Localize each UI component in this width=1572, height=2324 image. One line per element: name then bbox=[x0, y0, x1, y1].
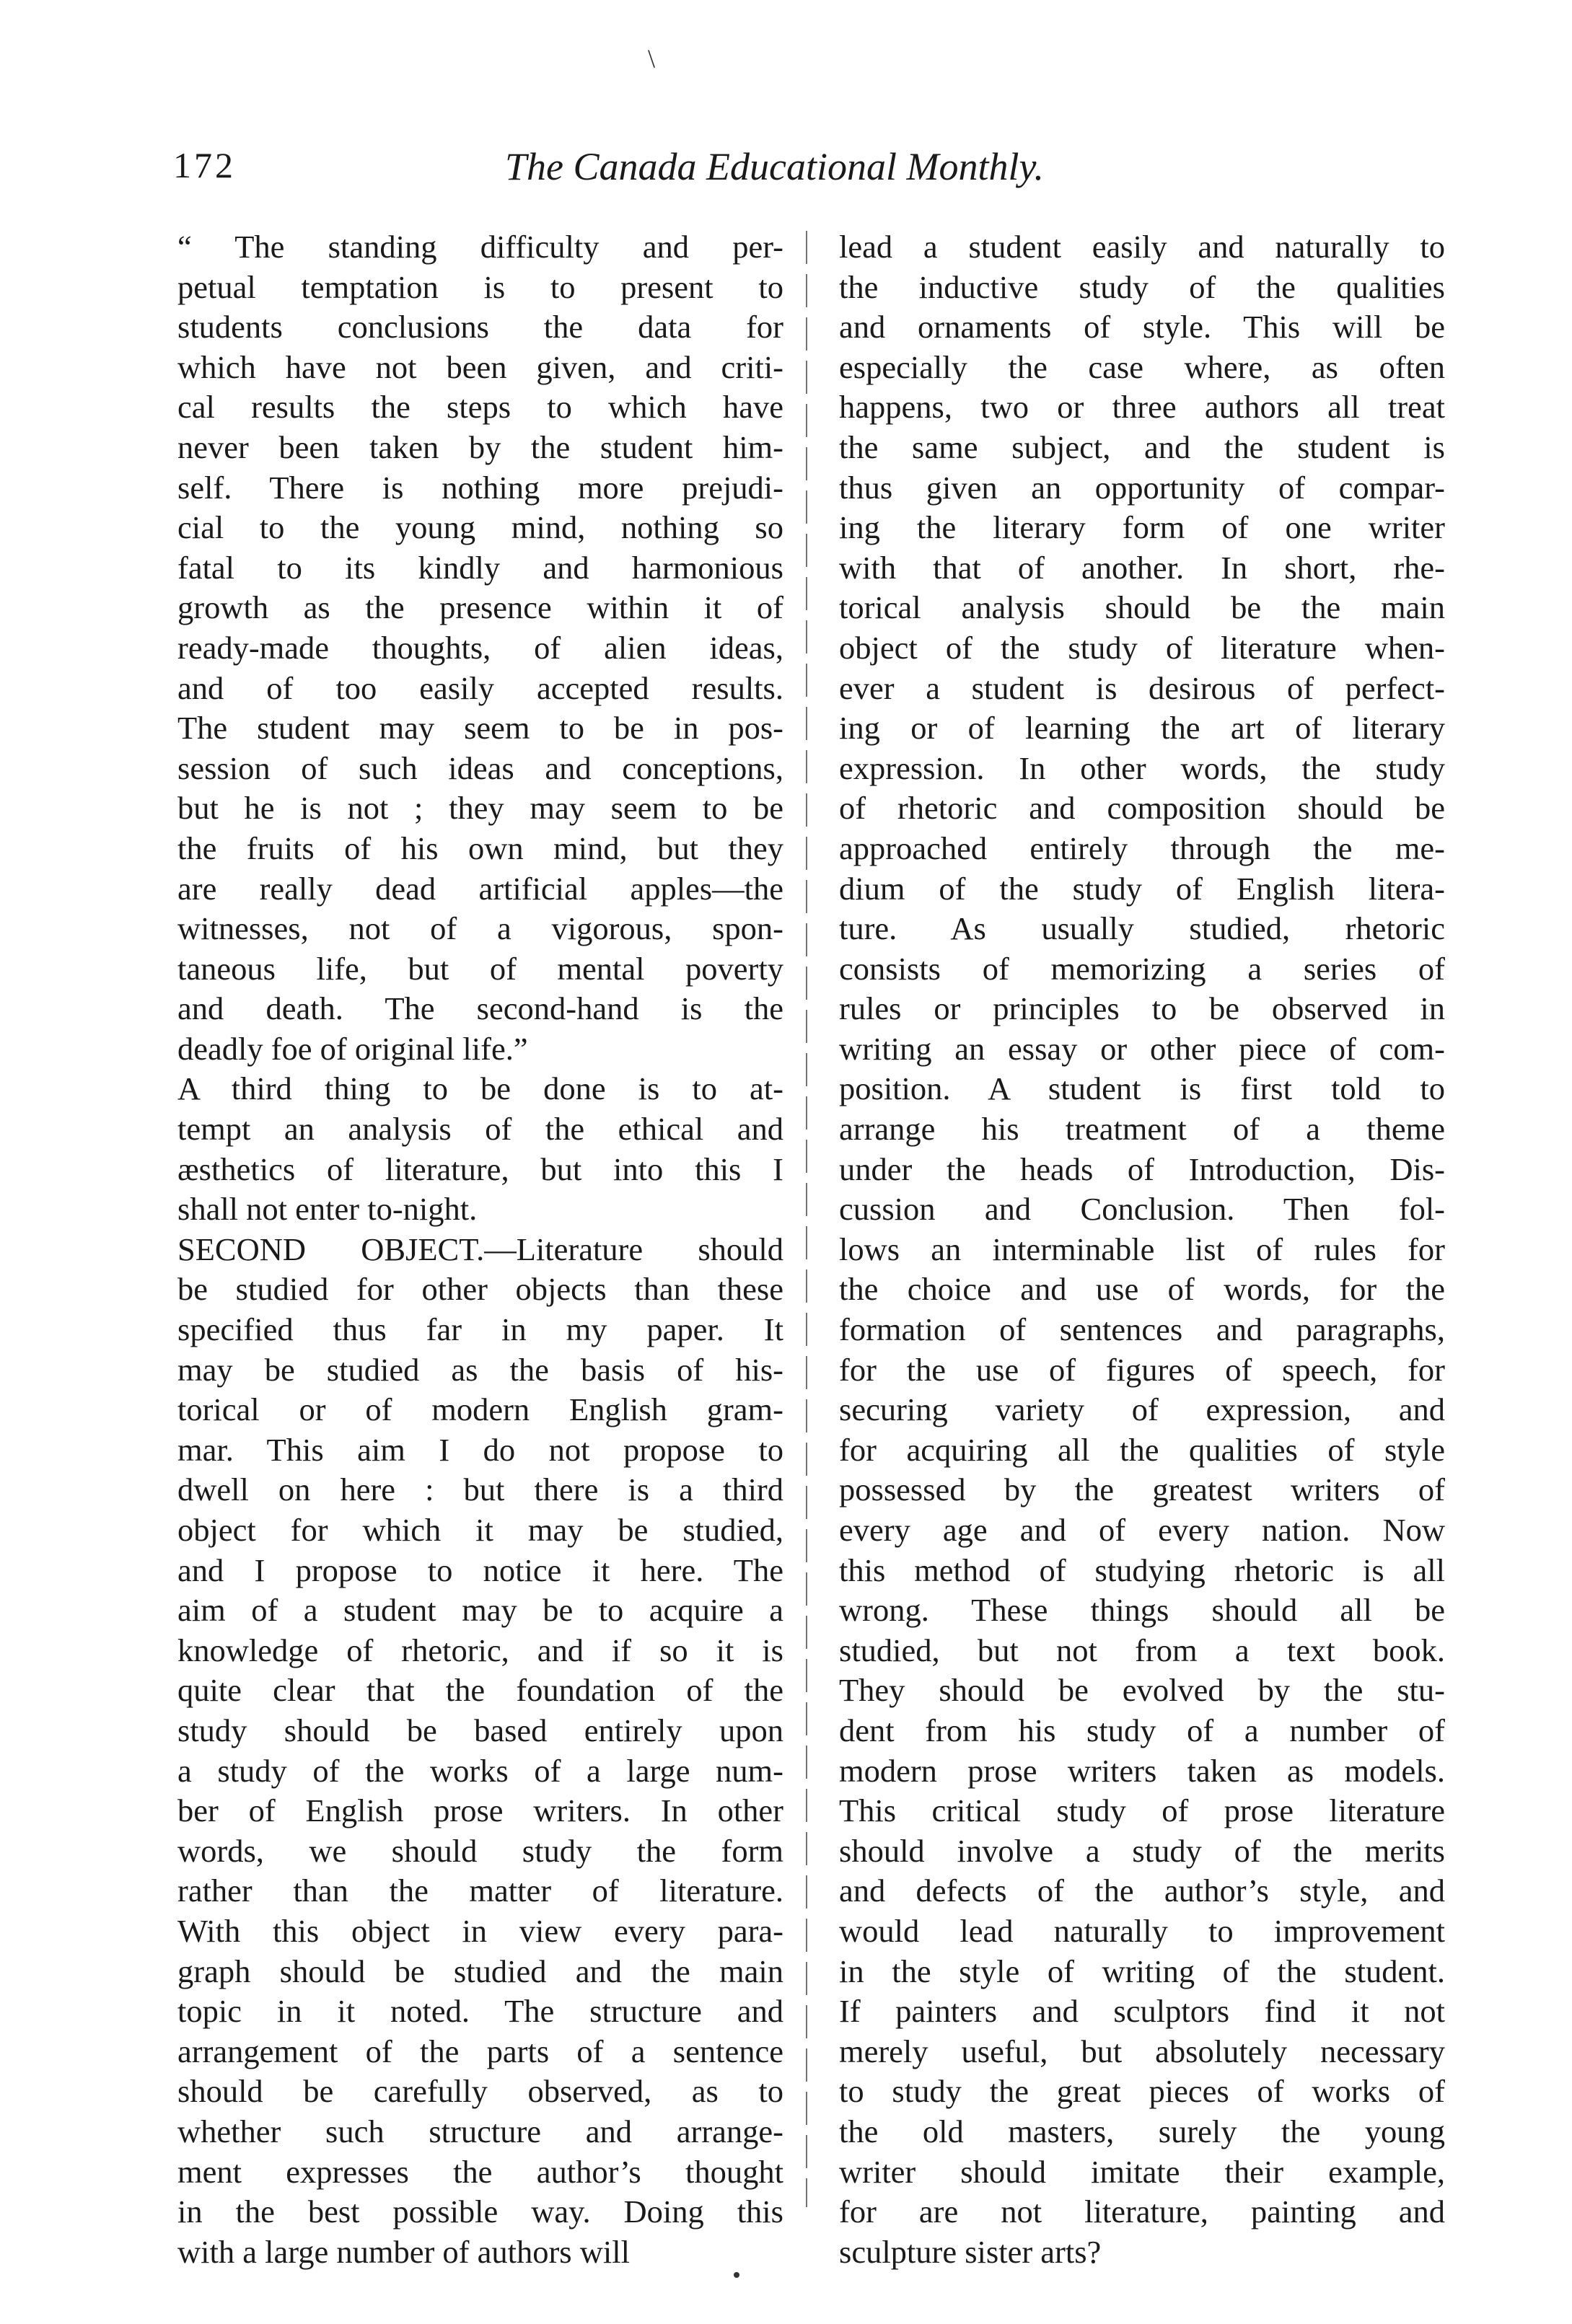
text-line: tempt an analysis of the ethical and bbox=[177, 1111, 783, 1148]
text-line: object for which it may be studied, bbox=[177, 1512, 783, 1548]
column-divider bbox=[806, 231, 807, 2207]
text-line: knowledge of rhetoric, and if so it is bbox=[177, 1632, 783, 1668]
text-line: approached entirely through the me- bbox=[839, 829, 1445, 866]
text-line: rules or principles to be observed in bbox=[839, 990, 1445, 1027]
text-line: in the style of writing of the student. bbox=[839, 1953, 1445, 1989]
text-line: sculpture sister arts? bbox=[839, 2233, 1102, 2270]
text-line: but he is not ; they may seem to be bbox=[177, 790, 783, 827]
text-line: dwell on here : but there is a third bbox=[177, 1471, 783, 1508]
text-line: deadly foe of original life.” bbox=[177, 1030, 528, 1067]
text-line: and death. The second-hand is the bbox=[177, 990, 783, 1027]
text-line: shall not enter to-night. bbox=[177, 1191, 478, 1228]
text-line: This critical study of prose literature bbox=[839, 1792, 1445, 1829]
page-number: 172 bbox=[173, 145, 236, 185]
text-line: studied, but not from a text book. bbox=[839, 1632, 1445, 1668]
text-line: With this object in view every para- bbox=[177, 1912, 783, 1949]
text-line: with that of another. In short, rhe- bbox=[839, 549, 1445, 586]
text-line: SECOND OBJECT.—Literature should bbox=[177, 1231, 783, 1267]
text-line: witnesses, not of a vigorous, spon- bbox=[177, 910, 783, 947]
text-line: merely useful, but absolutely necessary bbox=[839, 2033, 1445, 2069]
text-line: to study the great pieces of works of bbox=[839, 2073, 1445, 2110]
text-line: dent from his study of a number of bbox=[839, 1712, 1445, 1748]
text-line: securing variety of expression, and bbox=[839, 1391, 1445, 1428]
text-line: should involve a study of the merits bbox=[839, 1832, 1445, 1869]
text-line: happens, two or three authors all treat bbox=[839, 389, 1445, 426]
text-line: A third thing to be done is to at- bbox=[177, 1070, 783, 1107]
text-line: the same subject, and the student is bbox=[839, 428, 1445, 465]
text-line: ing the literary form of one writer bbox=[839, 509, 1445, 546]
text-line: session of such ideas and conceptions, bbox=[177, 749, 783, 786]
text-line: formation of sentences and paragraphs, bbox=[839, 1311, 1445, 1348]
text-line: would lead naturally to improvement bbox=[839, 1912, 1445, 1949]
text-line: a study of the works of a large num- bbox=[177, 1752, 783, 1789]
text-line: lead a student easily and naturally to bbox=[839, 229, 1445, 265]
text-line: arrange his treatment of a theme bbox=[839, 1111, 1445, 1148]
text-line: are really dead artificial apples—the bbox=[177, 870, 783, 907]
text-line: aim of a student may be to acquire a bbox=[177, 1592, 783, 1629]
text-line: position. A student is first told to bbox=[839, 1070, 1445, 1107]
text-line: and ornaments of style. This will be bbox=[839, 309, 1445, 345]
text-line: possessed by the greatest writers of bbox=[839, 1471, 1445, 1508]
text-line: fatal to its kindly and harmonious bbox=[177, 549, 783, 586]
text-line: for acquiring all the qualities of style bbox=[839, 1431, 1445, 1468]
text-line: ber of English prose writers. In other bbox=[177, 1792, 783, 1829]
text-line: the inductive study of the qualities bbox=[839, 268, 1445, 305]
text-line: ready-made thoughts, of alien ideas, bbox=[177, 629, 783, 666]
text-line: every age and of every nation. Now bbox=[839, 1512, 1445, 1548]
text-line: petual temptation is to present to bbox=[177, 268, 783, 305]
text-line: dium of the study of English litera- bbox=[839, 870, 1445, 907]
text-line: cal results the steps to which have bbox=[177, 389, 783, 426]
text-line: especially the case where, as often bbox=[839, 348, 1445, 385]
text-line: growth as the presence within it of bbox=[177, 589, 783, 626]
page-header bbox=[173, 144, 1118, 195]
text-line: study should be based entirely upon bbox=[177, 1712, 783, 1748]
text-line: may be studied as the basis of his- bbox=[177, 1351, 783, 1388]
text-line: wrong. These things should all be bbox=[839, 1592, 1445, 1629]
text-line: ing or of learning the art of literary bbox=[839, 710, 1445, 747]
text-line: æsthetics of literature, but into this I bbox=[177, 1150, 783, 1187]
text-line: self. There is nothing more prejudi- bbox=[177, 469, 783, 506]
text-line: cussion and Conclusion. Then fol- bbox=[839, 1191, 1445, 1228]
text-line: torical analysis should be the main bbox=[839, 589, 1445, 626]
text-line: ture. As usually studied, rhetoric bbox=[839, 910, 1445, 947]
text-line: writer should imitate their example, bbox=[839, 2153, 1445, 2190]
text-line: be studied for other objects than these bbox=[177, 1271, 783, 1308]
text-line: quite clear that the foundation of the bbox=[177, 1672, 783, 1709]
text-line: specified thus far in my paper. It bbox=[177, 1311, 783, 1348]
text-line: and defects of the author’s style, and bbox=[839, 1872, 1445, 1909]
right-column bbox=[839, 227, 1445, 2272]
text-line: graph should be studied and the main bbox=[177, 1953, 783, 1989]
page-mark-dot bbox=[734, 2272, 739, 2278]
text-line: the old masters, surely the young bbox=[839, 2113, 1445, 2149]
text-line: consists of memorizing a series of bbox=[839, 950, 1445, 987]
text-line: and of too easily accepted results. bbox=[177, 669, 783, 706]
text-line: the fruits of his own mind, but they bbox=[177, 829, 783, 866]
text-line: for the use of figures of speech, for bbox=[839, 1351, 1445, 1388]
text-line: students conclusions the data for bbox=[177, 309, 783, 345]
text-line: ever a student is desirous of perfect- bbox=[839, 669, 1445, 706]
text-line: words, we should study the form bbox=[177, 1832, 783, 1869]
text-line: “ The standing difficulty and per- bbox=[177, 229, 783, 265]
text-line: lows an interminable list of rules for bbox=[839, 1231, 1445, 1267]
text-line: If painters and sculptors find it not bbox=[839, 1993, 1445, 2030]
text-line: modern prose writers taken as models. bbox=[839, 1752, 1445, 1789]
text-line: The student may seem to be in pos- bbox=[177, 710, 783, 747]
text-line: writing an essay or other piece of com- bbox=[839, 1030, 1445, 1067]
text-line: taneous life, but of mental poverty bbox=[177, 950, 783, 987]
running-title: The Canada Educational Monthly. bbox=[505, 145, 1044, 188]
text-line: cial to the young mind, nothing so bbox=[177, 509, 783, 546]
text-line: which have not been given, and criti- bbox=[177, 348, 783, 385]
text-line: mar. This aim I do not propose to bbox=[177, 1431, 783, 1468]
text-line: this method of studying rhetoric is all bbox=[839, 1551, 1445, 1588]
text-line: with a large number of authors will bbox=[177, 2233, 630, 2270]
left-column bbox=[177, 227, 783, 2272]
text-line: in the best possible way. Doing this bbox=[177, 2193, 783, 2230]
text-line: never been taken by the student him- bbox=[177, 428, 783, 465]
text-line: should be carefully observed, as to bbox=[177, 2073, 783, 2110]
text-line: under the heads of Introduction, Dis- bbox=[839, 1150, 1445, 1187]
stray-mark: \ bbox=[648, 44, 656, 73]
text-line: rather than the matter of literature. bbox=[177, 1872, 783, 1909]
text-line: whether such structure and arrange- bbox=[177, 2113, 783, 2149]
text-line: They should be evolved by the stu- bbox=[839, 1672, 1445, 1709]
text-line: torical or of modern English gram- bbox=[177, 1391, 783, 1428]
text-line: expression. In other words, the study bbox=[839, 749, 1445, 786]
text-line: thus given an opportunity of compar- bbox=[839, 469, 1445, 506]
text-line: of rhetoric and composition should be bbox=[839, 790, 1445, 827]
text-line: ment expresses the author’s thought bbox=[177, 2153, 783, 2190]
text-line: topic in it noted. The structure and bbox=[177, 1993, 783, 2030]
text-line: and I propose to notice it here. The bbox=[177, 1551, 783, 1588]
text-line: the choice and use of words, for the bbox=[839, 1271, 1445, 1308]
text-line: for are not literature, painting and bbox=[839, 2193, 1445, 2230]
text-line: arrangement of the parts of a sentence bbox=[177, 2033, 783, 2069]
text-line: object of the study of literature when- bbox=[839, 629, 1445, 666]
